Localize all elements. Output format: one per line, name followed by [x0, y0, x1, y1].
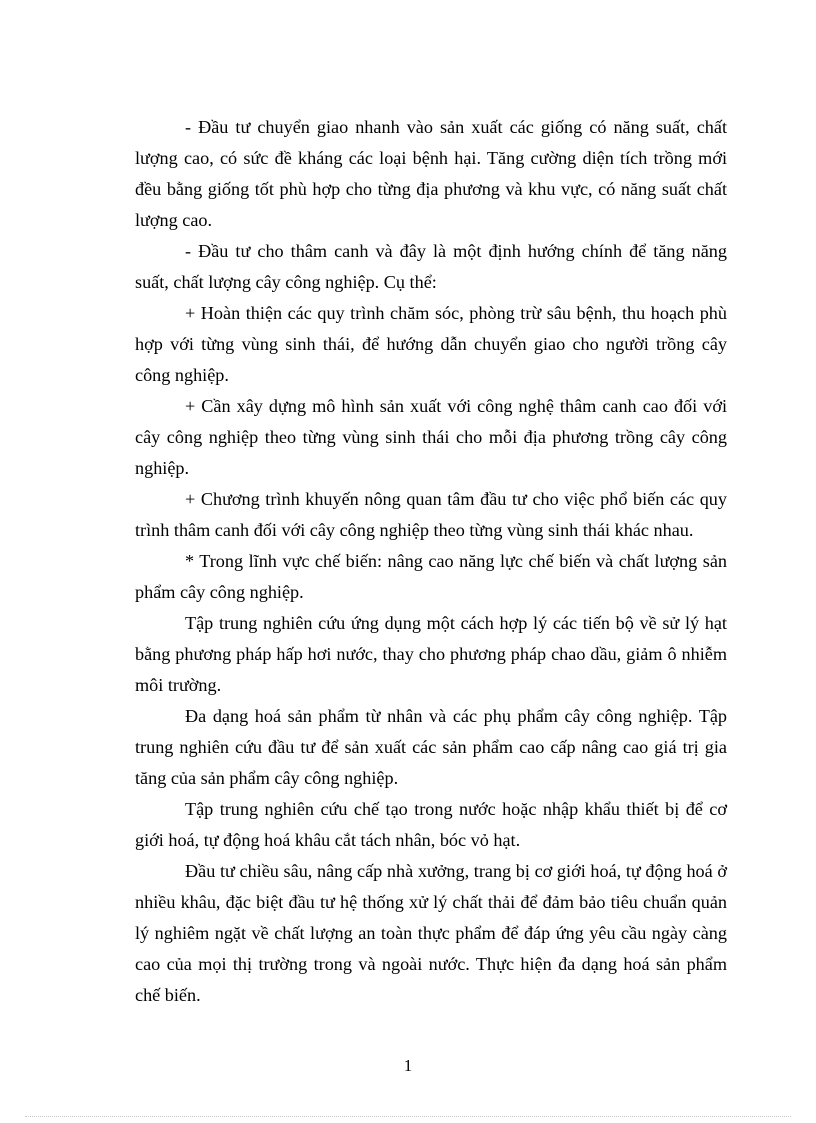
- document-body: [135, 112, 727, 1011]
- page-bottom-divider: [25, 1116, 791, 1117]
- paragraph-extension-program: + Chương trình khuyến nông quan tâm đầu tư cho việc phổ biến các quy trình thâm canh đối với cây công nghiệp theo từng vùng sinh thái khác nhau.: [135, 489, 727, 540]
- paragraph-investment-varieties: - Đầu tư chuyển giao nhanh vào sản xuất các giống có năng suất, chất lượng cao, có sức đề kháng các loại bệnh hại. Tăng cường diện tích trồng mới đều bằng giống tốt phù hợp cho từng địa phương và khu vực, có năng suất chất lượng cao.: [135, 117, 727, 230]
- paragraph-deep-investment: Đầu tư chiều sâu, nâng cấp nhà xưởng, trang bị cơ giới hoá, tự động hoá ở nhiều khâu, đặc biệt đầu tư hệ thống xử lý chất thải để đảm bảo tiêu chuẩn quản lý nghiêm ngặt về chất lượng an toàn thực phẩm để đáp ứng yêu cầu ngày càng cao của mọi thị trường trong và ngoài nước. Thực hiện đa dạng hoá sản phẩm chế biến.: [135, 861, 727, 1005]
- paragraph-product-diversification: Đa dạng hoá sản phẩm từ nhân và các phụ phẩm cây công nghiệp. Tập trung nghiên cứu đầu tư để sản xuất các sản phẩm cao cấp nâng cao giá trị gia tăng của sản phẩm cây công nghiệp.: [135, 706, 727, 788]
- paragraph-intensive-farming: - Đầu tư cho thâm canh và đây là một định hướng chính để tăng năng suất, chất lượng cây công nghiệp. Cụ thể:: [135, 241, 727, 292]
- paragraph-production-model: + Cần xây dựng mô hình sản xuất với công nghệ thâm canh cao đối với cây công nghiệp theo từng vùng sinh thái cho mỗi địa phương trồng cây công nghiệp.: [135, 396, 727, 478]
- paragraph-care-procedures: + Hoàn thiện các quy trình chăm sóc, phòng trừ sâu bệnh, thu hoạch phù hợp với từng vùng sinh thái, để hướng dẫn chuyển giao cho người trồng cây công nghiệp.: [135, 303, 727, 385]
- paragraph-processing-field: * Trong lĩnh vực chế biến: nâng cao năng lực chế biến và chất lượng sản phẩm cây công nghiệp.: [135, 551, 727, 602]
- page-number: 1: [403, 1056, 413, 1075]
- paragraph-seed-treatment: Tập trung nghiên cứu ứng dụng một cách hợp lý các tiến bộ về sử lý hạt bằng phương pháp hấp hơi nước, thay cho phương pháp chao dầu, giảm ô nhiễm môi trường.: [135, 613, 727, 695]
- paragraph-equipment-manufacturing: Tập trung nghiên cứu chế tạo trong nước hoặc nhập khẩu thiết bị để cơ giới hoá, tự động hoá khâu cắt tách nhân, bóc vỏ hạt.: [135, 799, 727, 850]
